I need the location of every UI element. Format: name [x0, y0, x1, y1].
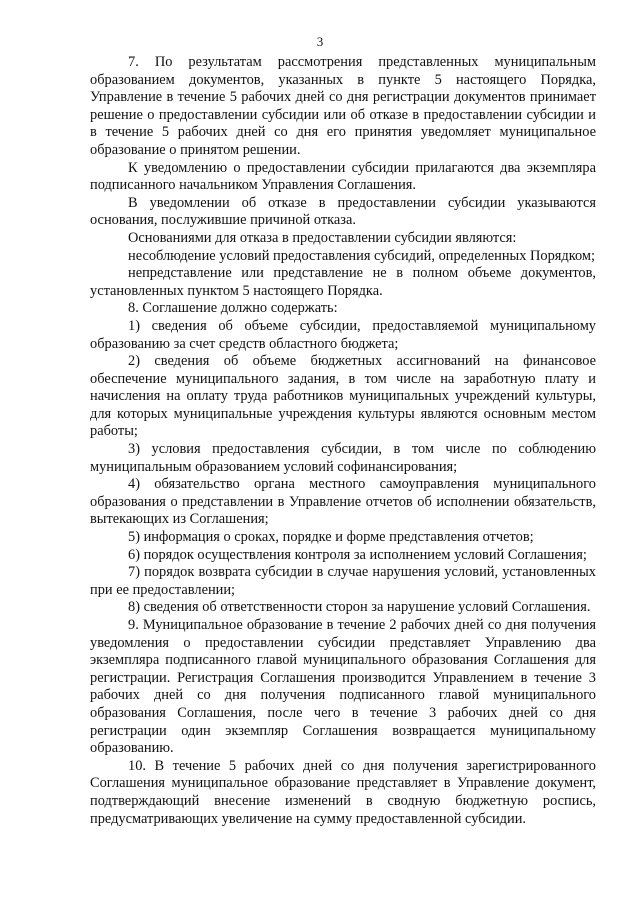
paragraph-refusal-notice: В уведомлении об отказе в предоставлении субсидии указываются основания, послужившие причиной отказа.	[90, 194, 596, 229]
paragraph-10: 10. В течение 5 рабочих дней со дня получения зарегистрированного Соглашения муниципальное образование представляет в Управление документ, подтверждающий внесение изменений в сводную бюджетную роспись, предусматривающих увеличение на сумму предоставленной субсидии.	[90, 757, 596, 827]
agreement-item-1: 1) сведения об объеме субсидии, предоставляемой муниципальному образованию за счет средств областного бюджета;	[90, 317, 596, 352]
refusal-ground-1: несоблюдение условий предоставления субсидий, определенных Порядком;	[128, 247, 596, 264]
page-number: 3	[316, 34, 324, 49]
agreement-item-2: 2) сведения об объеме бюджетных ассигнований на финансовое обеспечение муниципального задания, в том числе на заработную плату и начисления на оплату труда работников муниципальных учреждений культуры, для которых муниципальные учреждения культуры являются основным местом работы;	[90, 353, 596, 440]
agreement-item-3: 3) условия предоставления субсидии, в том числе по соблюдению муниципальным образованием условий софинансирования;	[90, 441, 596, 475]
paragraph-notice-attachment: К уведомлению о предоставлении субсидии прилагаются два экземпляра подписанного начальником Управления Соглашения.	[90, 159, 596, 194]
agreement-item-5: 5) информация о сроках, порядке и форме представления отчетов;	[128, 529, 534, 546]
agreement-item-6: 6) порядок осуществления контроля за исполнением условий Соглашения;	[128, 546, 587, 563]
paragraph-8: 8. Соглашение должно содержать:	[128, 300, 338, 317]
paragraph-9: 9. Муниципальное образование в течение 2 рабочих дней со дня получения уведомления о предоставлении субсидии представляет Управлению два экземпляра подписанного главой муниципального образования Соглашения для регистрации. Регистрация Соглашения производится Управлением в течение 3 рабочих дней со дня получения подписанного главой муниципального образования Соглашения, после чего в течение 3 рабочих дней со дня регистрации один экземпляр Соглашения возвращается муниципальному образованию.	[90, 617, 596, 757]
document-body	[90, 54, 596, 828]
refusal-ground-2: непредставление или представление не в полном объеме документов, установленных пунктом 5 настоящего Порядка.	[90, 265, 596, 299]
agreement-item-4: 4) обязательство органа местного самоуправления муниципального образования о представлении в Управление отчетов об исполнении обязательств, вытекающих из Соглашения;	[90, 476, 596, 528]
agreement-item-8: 8) сведения об ответственности сторон за нарушение условий Соглашения.	[128, 599, 591, 616]
paragraph-refusal-grounds: Основаниями для отказа в предоставлении субсидии являются:	[128, 229, 517, 246]
paragraph-7: 7. По результатам рассмотрения представленных муниципальным образованием документов, указанных в пункте 5 настоящего Порядка, Управление в течение 5 рабочих дней со дня регистрации документов принимает решение о предоставлении субсидии или об отказе в предоставлении субсидии и в течение 5 рабочих дней со дня его принятия уведомляет муниципальное образование о принятом решении.	[90, 54, 596, 158]
agreement-item-7: 7) порядок возврата субсидии в случае нарушения условий, установленных при ее предоставлении;	[90, 564, 596, 598]
